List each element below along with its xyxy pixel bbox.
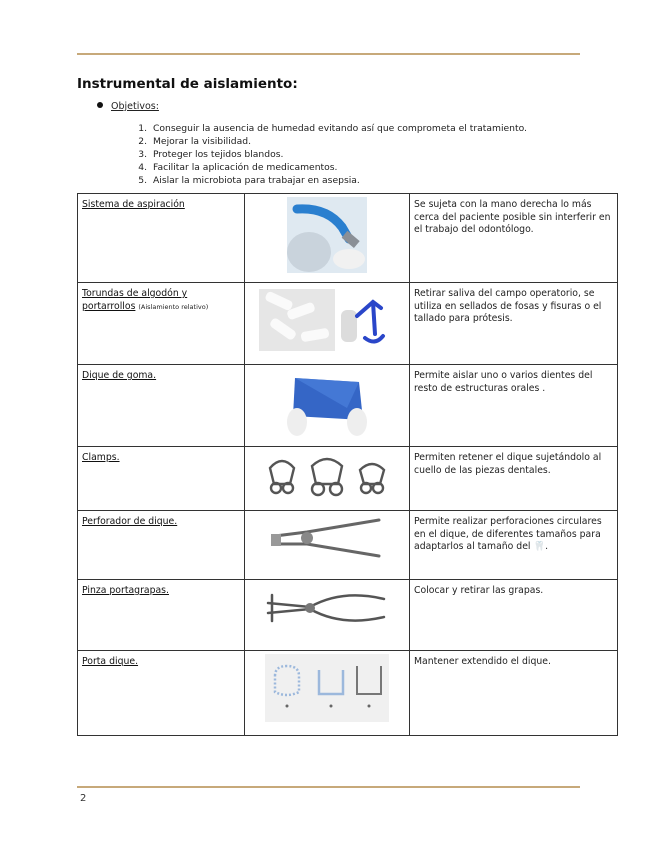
instrument-name-cell: Clamps. xyxy=(78,447,245,511)
bullet-icon xyxy=(97,102,103,108)
instrument-description-cell: Permite aislar uno o varios dientes del resto de estructuras orales . xyxy=(410,365,618,447)
footer-rule xyxy=(77,786,580,788)
instrument-name-cell: Torundas de algodón y portarrollos (Aislamiento relativo) xyxy=(78,283,245,365)
objective-item: 2. Mejorar la visibilidad. xyxy=(138,136,251,147)
header-rule xyxy=(77,53,580,55)
instrument-image-cell xyxy=(245,365,410,447)
clamps-image xyxy=(248,450,406,498)
instrument-image-cell xyxy=(245,283,410,365)
table-row xyxy=(78,651,618,736)
table-row xyxy=(78,447,618,511)
instrument-description-cell: Mantener extendido el dique. xyxy=(410,651,618,736)
objective-item: 1. Conseguir la ausencia de humedad evitando así que comprometa el tratamiento. xyxy=(138,123,527,134)
instrument-note: (Aislamiento relativo) xyxy=(138,302,209,311)
cotton-rolls-image xyxy=(248,286,406,356)
instrument-image-cell xyxy=(245,651,410,736)
instrument-description-cell: Permite realizar perforaciones circulares en el dique, de diferentes tamaños para adaptarlos al tamaño del 🦷. xyxy=(410,511,618,580)
table-row xyxy=(78,365,618,447)
suction-system-image xyxy=(248,197,406,273)
objective-item: 5. Aislar la microbiota para trabajar en asepsia. xyxy=(138,175,360,186)
instrument-description-cell: Se sujeta con la mano derecha lo más cerca del paciente posible sin interferir en el trabajo del odontólogo. xyxy=(410,194,618,283)
objectives-heading xyxy=(97,101,159,112)
dam-punch-image xyxy=(248,514,406,562)
rubber-dam-image xyxy=(248,368,406,438)
table-row xyxy=(78,580,618,651)
table-row xyxy=(78,511,618,580)
table-row xyxy=(78,283,618,365)
instrument-description-cell: Permiten retener el dique sujetándolo al cuello de las piezas dentales. xyxy=(410,447,618,511)
objectives-list xyxy=(120,122,527,187)
objective-item: 4. Facilitar la aplicación de medicamentos. xyxy=(138,162,338,173)
instrument-name-cell: Perforador de dique. xyxy=(78,511,245,580)
instrument-name-cell: Dique de goma. xyxy=(78,365,245,447)
page-number: 2 xyxy=(80,793,87,804)
clamp-forceps-image xyxy=(248,583,406,633)
instrument-name-cell: Porta dique. xyxy=(78,651,245,736)
dam-frame-image xyxy=(248,654,406,722)
instruments-table xyxy=(77,193,618,736)
tooth-icon: 🦷 xyxy=(533,541,546,552)
instrument-name-cell: Pinza portagrapas. xyxy=(78,580,245,651)
instrument-image-cell xyxy=(245,447,410,511)
table-row xyxy=(78,194,618,283)
objectives-label: Objetivos: xyxy=(111,101,159,112)
instrument-description-cell: Colocar y retirar las grapas. xyxy=(410,580,618,651)
instrument-image-cell xyxy=(245,511,410,580)
instrument-name-cell: Sistema de aspiración xyxy=(78,194,245,283)
instrument-description-cell: Retirar saliva del campo operatorio, se utiliza en sellados de fosas y fisuras o el tallado para prótesis. xyxy=(410,283,618,365)
section-title: Instrumental de aislamiento: xyxy=(77,76,298,92)
instrument-image-cell xyxy=(245,194,410,283)
instrument-image-cell xyxy=(245,580,410,651)
objective-item: 3. Proteger los tejidos blandos. xyxy=(138,149,284,160)
